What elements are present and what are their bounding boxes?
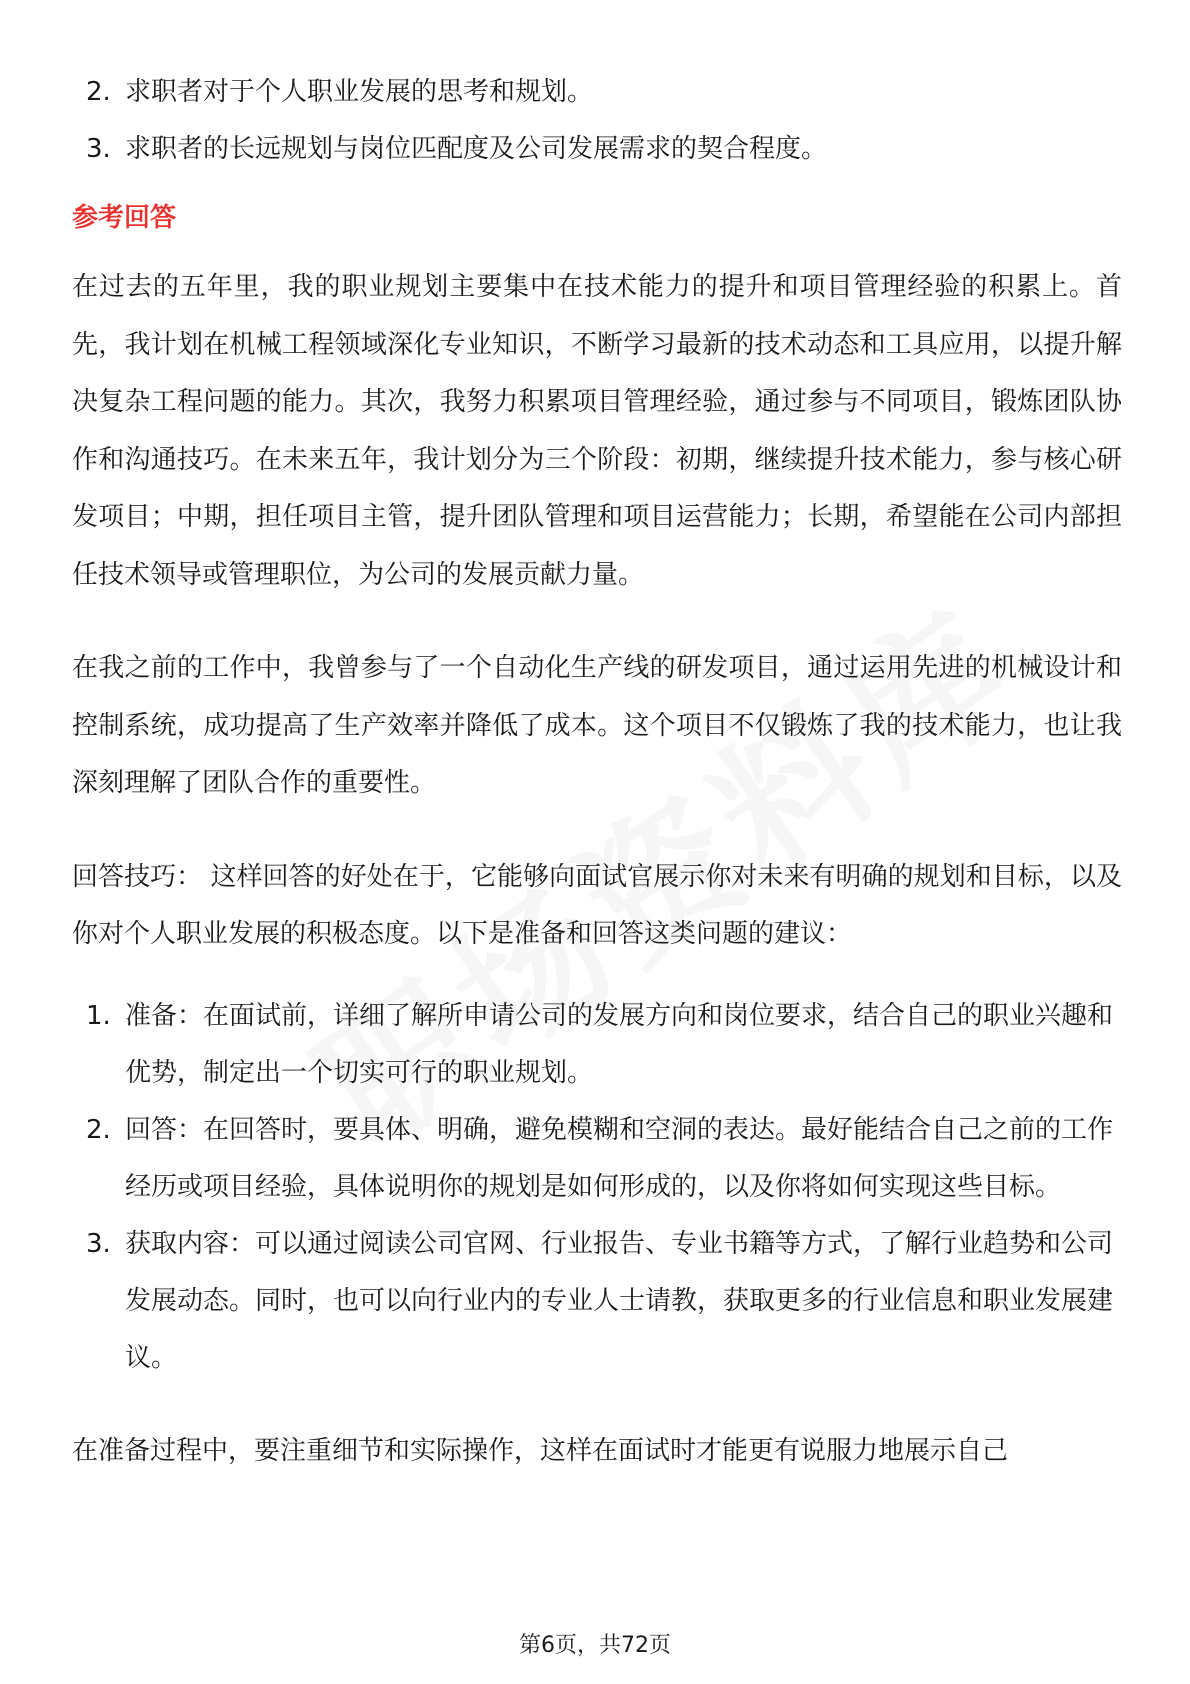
list-text: 回答：在回答时，要具体、明确，避免模糊和空洞的表达。最好能结合自己之前的工作经历或项目经验，具体说明你的规划是如何形成的，以及你将如何实现这些目标。 xyxy=(125,1114,1114,1202)
tips-list xyxy=(72,988,1122,1387)
closing-paragraph: 在准备过程中，要注重细节和实际操作，这样在面试时才能更有说服力地展示自己 xyxy=(72,1435,1009,1466)
tips-intro-paragraph: 回答技巧： 这样回答的好处在于，它能够向面试官展示你对未来有明确的规划和目标，以及你对个人职业发展的积极态度。以下是准备和回答这类问题的建议： xyxy=(72,861,1122,949)
list-number: 2. xyxy=(86,1114,111,1145)
answer-paragraph-1: 在过去的五年里，我的职业规划主要集中在技术能力的提升和项目管理经验的积累上。首先，我计划在机械工程领域深化专业知识，不断学习最新的技术动态和工具应用，以提升解决复杂工程问题的能力。其次，我努力积累项目管理经验，通过参与不同项目，锻炼团队协作和沟通技巧。在未来五年，我计划分为三个阶段：初期，继续提升技术能力，参与核心研发项目；中期，担任项目主管，提升团队管理和项目运营能力；长期，希望能在公司内部担任技术领导或管理职位，为公司的发展贡献力量。 xyxy=(72,272,1122,590)
list-item xyxy=(72,1216,1122,1387)
page-footer: 第6页，共72页 xyxy=(519,1633,671,1658)
list-item xyxy=(72,121,1122,178)
section-heading: 参考回答 xyxy=(72,203,177,233)
list-number: 2. xyxy=(86,77,111,107)
list-text: 准备：在面试前，详细了解所申请公司的发展方向和岗位要求，结合自己的职业兴趣和优势，制定出一个切实可行的职业规划。 xyxy=(125,1000,1114,1088)
list-item xyxy=(72,988,1122,1102)
list-number: 1. xyxy=(86,1000,111,1031)
list-number: 3. xyxy=(86,1228,111,1259)
list-number: 3. xyxy=(86,134,111,164)
list-text: 获取内容：可以通过阅读公司官网、行业报告、专业书籍等方式，了解行业趋势和公司发展动态。同时，也可以向行业内的专业人士请教，获取更多的行业信息和职业发展建议。 xyxy=(125,1228,1114,1373)
list-item xyxy=(72,64,1122,121)
evaluation-points-list xyxy=(72,64,1122,178)
list-text: 求职者的长远规划与岗位匹配度及公司发展需求的契合程度。 xyxy=(125,134,828,164)
document-page xyxy=(72,64,1122,1480)
list-item xyxy=(72,1102,1122,1216)
list-text: 求职者对于个人职业发展的思考和规划。 xyxy=(125,77,594,107)
answer-paragraph-2: 在我之前的工作中，我曾参与了一个自动化生产线的研发项目，通过运用先进的机械设计和控制系统，成功提高了生产效率并降低了成本。这个项目不仅锻炼了我的技术能力，也让我深刻理解了团队合作的重要性。 xyxy=(72,653,1122,798)
